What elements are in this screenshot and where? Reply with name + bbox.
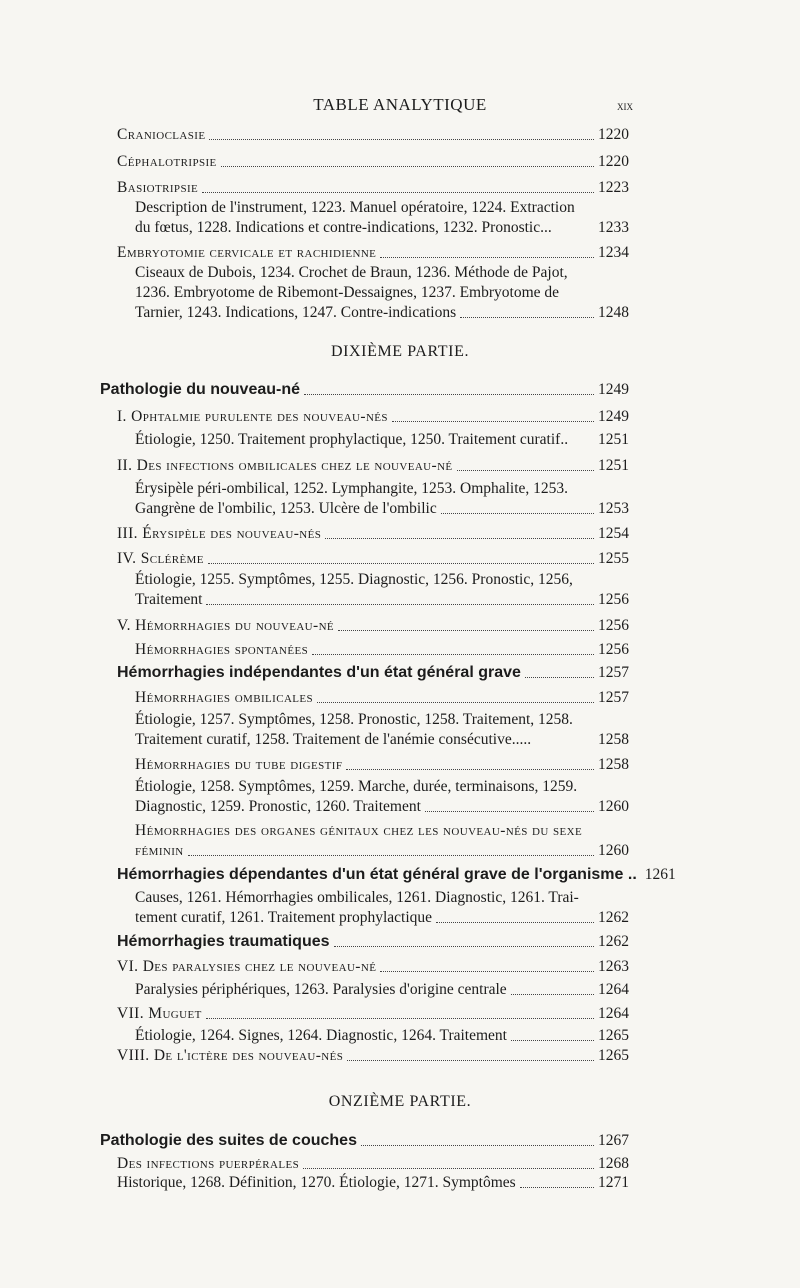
toc-entry: VI. Des paralysies chez le nouveau-né 1263 (117, 958, 629, 975)
toc-description: Gangrène de l'ombilic, 1253. Ulcère de l'ombilic 1253 (135, 500, 629, 517)
toc-entry: Hémorrhagies ombilicales 1257 (135, 689, 629, 706)
toc-entry: I. Ophtalmie purulente des nouveau-nés 1249 (117, 408, 629, 425)
toc-description: Érysipèle péri-ombilical, 1252. Lymphangite, 1253. Omphalite, 1253. (135, 480, 569, 497)
toc-entry: Basiotripsie 1223 (117, 179, 629, 196)
toc-section-heading: Hémorrhagies dépendantes d'un état général grave de l'organisme .. 1261 (117, 866, 676, 883)
toc-section-heading: Pathologie des suites de couches 1267 (100, 1132, 629, 1149)
toc-entry: Céphalotripsie 1220 (117, 153, 629, 170)
toc-description: tement curatif, 1261. Traitement prophylactique 1262 (135, 909, 629, 926)
toc-entry: féminin 1260 (135, 842, 629, 859)
toc-description: Paralysies périphériques, 1263. Paralysies d'origine centrale 1264 (135, 981, 629, 998)
toc-description: Étiologie, 1250. Traitement prophylactique, 1250. Traitement curatif.. 1251 (135, 431, 629, 448)
toc-description: Tarnier, 1243. Indications, 1247. Contre-indications 1248 (135, 304, 629, 321)
running-title: TABLE ANALYTIQUE (313, 95, 487, 114)
toc-entry: Hémorrhagies du tube digestif 1258 (135, 756, 629, 773)
toc-description: Diagnostic, 1259. Pronostic, 1260. Traitement 1260 (135, 798, 629, 815)
toc-description: du fœtus, 1228. Indications et contre-indications, 1232. Pronostic... 1233 (135, 219, 629, 236)
toc-description: Étiologie, 1255. Symptômes, 1255. Diagnostic, 1256. Pronostic, 1256, (135, 571, 573, 588)
toc-description: Étiologie, 1258. Symptômes, 1259. Marche, durée, terminaisons, 1259. (135, 778, 578, 795)
toc-entry: Des infections puerpérales 1268 (117, 1155, 629, 1172)
toc-entry: Hémorrhagies spontanées 1256 (135, 641, 629, 658)
toc-description: Historique, 1268. Définition, 1270. Étiologie, 1271. Symptômes 1271 (117, 1174, 629, 1191)
toc-description: 1236. Embryotome de Ribemont-Dessaignes, 1237. Embryotome de (135, 284, 560, 301)
toc-description: Étiologie, 1264. Signes, 1264. Diagnostic, 1264. Traitement 1265 (135, 1027, 629, 1044)
toc-entry: II. Des infections ombilicales chez le nouveau-né 1251 (117, 457, 629, 474)
toc-entry: Hémorrhagies des organes génitaux chez les nouveau-nés du sexe (135, 822, 583, 839)
part-title: DIXIÈME PARTIE. (330, 343, 470, 360)
toc-description: Causes, 1261. Hémorrhagies ombilicales, 1261. Diagnostic, 1261. Trai- (135, 889, 579, 906)
toc-description: Ciseaux de Dubois, 1234. Crochet de Braun, 1236. Méthode de Pajot, (135, 264, 568, 281)
part-title: ONZIÈME PARTIE. (328, 1093, 472, 1110)
toc-section-heading: Hémorrhagies indépendantes d'un état général grave 1257 (117, 664, 629, 681)
toc-description: Traitement 1256 (135, 591, 629, 608)
page-folio: xix (617, 98, 633, 113)
toc-section-heading: Hémorrhagies traumatiques 1262 (117, 933, 629, 950)
toc-description: Description de l'instrument, 1223. Manuel opératoire, 1224. Extraction (135, 199, 575, 216)
toc-entry: IV. Sclérème 1255 (117, 550, 629, 567)
toc-entry: III. Érysipèle des nouveau-nés 1254 (117, 525, 629, 542)
toc-entry: Embryotomie cervicale et rachidienne 1234 (117, 244, 629, 261)
toc-entry: Cranioclasie 1220 (117, 126, 629, 143)
toc-entry: VIII. De l'ictère des nouveau-nés 1265 (117, 1047, 629, 1064)
toc-description: Traitement curatif, 1258. Traitement de l'anémie consécutive..... 1258 (135, 731, 629, 748)
toc-section-heading: Pathologie du nouveau-né 1249 (100, 381, 629, 398)
running-head (0, 95, 800, 115)
toc-entry: VII. Muguet 1264 (117, 1005, 629, 1022)
toc-entry: V. Hémorrhagies du nouveau-né 1256 (117, 617, 629, 634)
toc-description: Étiologie, 1257. Symptômes, 1258. Pronostic, 1258. Traitement, 1258. (135, 711, 573, 728)
